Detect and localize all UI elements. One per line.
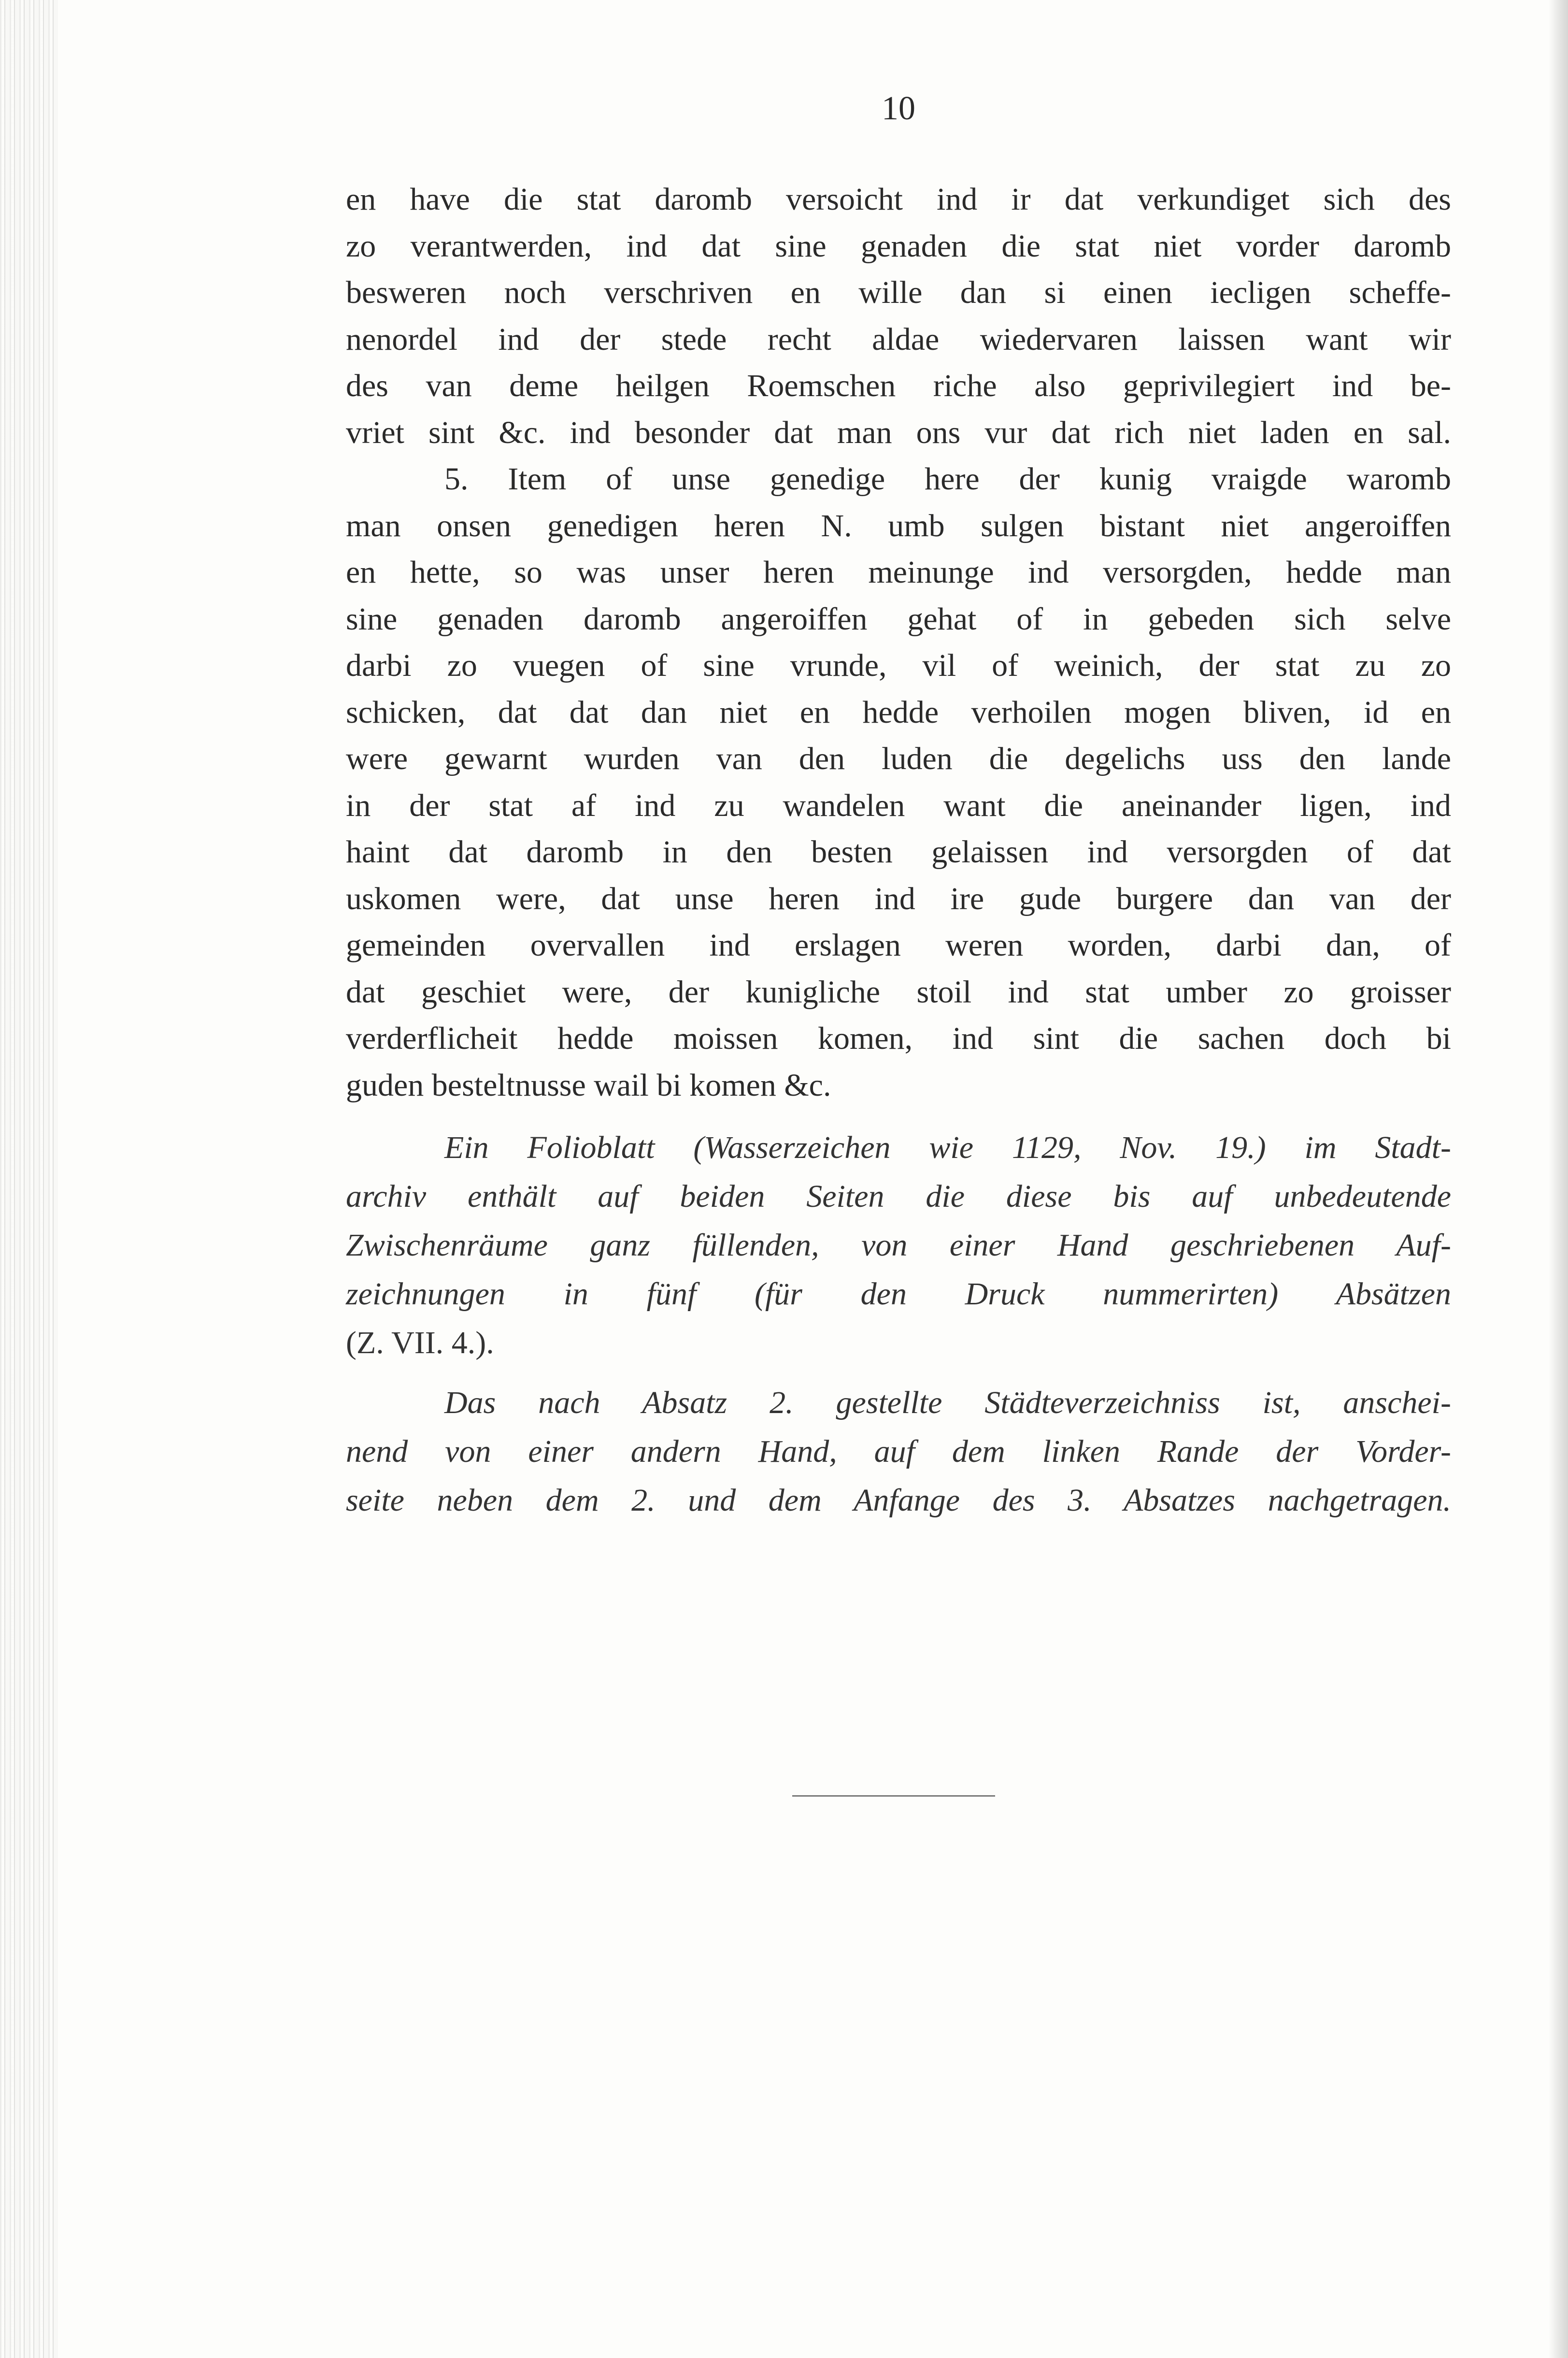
text-line: Ein Folioblatt (Wasserzeichen wie 1129, Nov. 19.) im Stadt- [444, 1130, 1451, 1165]
text-line: darbi zo vuegen of sine vrunde, vil of weinich, der stat zu zo [346, 648, 1451, 683]
text-line: des van deme heilgen Roemschen riche also geprivilegiert ind be- [346, 368, 1451, 403]
text-line: zeichnungen in fünf (für den Druck nummerirten) Absätzen [346, 1276, 1451, 1312]
text-line: en have die stat daromb versoicht ind ir dat verkundiget sich des [346, 182, 1451, 217]
text-line: in der stat af ind zu wandelen want die aneinander ligen, ind [346, 787, 1451, 823]
text-line: besweren noch verschriven en wille dan si einen iecligen scheffe- [346, 275, 1451, 310]
paragraph-5 [346, 456, 1451, 1109]
text-line: 5. Item of unse genedige here der kunig vraigde waromb [444, 461, 1451, 497]
text-line: Zwischenräume ganz füllenden, von einer Hand geschriebenen Auf- [346, 1228, 1451, 1263]
text-line: en hette, so was unser heren meinunge ind versorgden, hedde man [346, 555, 1451, 590]
text-line: sine genaden daromb angeroiffen gehat of in gebeden sich selve [346, 601, 1451, 637]
text-line: seite neben dem 2. und dem Anfange des 3. Absatzes nachgetragen. [346, 1483, 1451, 1518]
text-line: archiv enthält auf beiden Seiten die diese bis auf unbedeutende [346, 1179, 1451, 1214]
text-line: guden besteltnusse wail bi komen &c. [346, 1067, 831, 1103]
editorial-note-1 [346, 1123, 1451, 1367]
text-line: uskomen were, dat unse heren ind ire gude burgere dan van der [346, 881, 1451, 916]
text-line: verderflicheit hedde moissen komen, ind sint die sachen doch bi [346, 1021, 1451, 1056]
scan-edge-left [0, 0, 58, 2358]
text-line: dat geschiet were, der kunigliche stoil ind stat umber zo groisser [346, 974, 1451, 1010]
text-line: nend von einer andern Hand, auf dem linken Rande der Vorder- [346, 1434, 1451, 1469]
text-line: Das nach Absatz 2. gestellte Städteverzeichniss ist, anschei- [444, 1385, 1451, 1420]
text-line: zo verantwerden, ind dat sine genaden die stat niet vorder daromb [346, 228, 1451, 264]
end-rule [792, 1795, 995, 1797]
text-line: were gewarnt wurden van den luden die degelichs uss den lande [346, 741, 1451, 776]
text-line: man onsen genedigen heren N. umb sulgen bistant niet angeroiffen [346, 508, 1451, 543]
editorial-note-2 [346, 1378, 1451, 1525]
paragraph-1 [346, 176, 1451, 456]
page-number: 10 [882, 90, 915, 127]
scan-edge-right [1549, 0, 1568, 2358]
text-line: haint dat daromb in den besten gelaissen ind versorgden of dat [346, 834, 1451, 870]
text-line: nenordel ind der stede recht aldae wiedervaren laissen want wir [346, 321, 1451, 357]
text-line: schicken, dat dat dan niet en hedde verhoilen mogen bliven, id en [346, 694, 1451, 730]
text-line: vriet sint &c. ind besonder dat man ons vur dat rich niet laden en sal. [346, 414, 1451, 450]
text-line: gemeinden overvallen ind erslagen weren worden, darbi dan, of [346, 928, 1451, 963]
text-line: (Z. VII. 4.). [346, 1325, 494, 1360]
